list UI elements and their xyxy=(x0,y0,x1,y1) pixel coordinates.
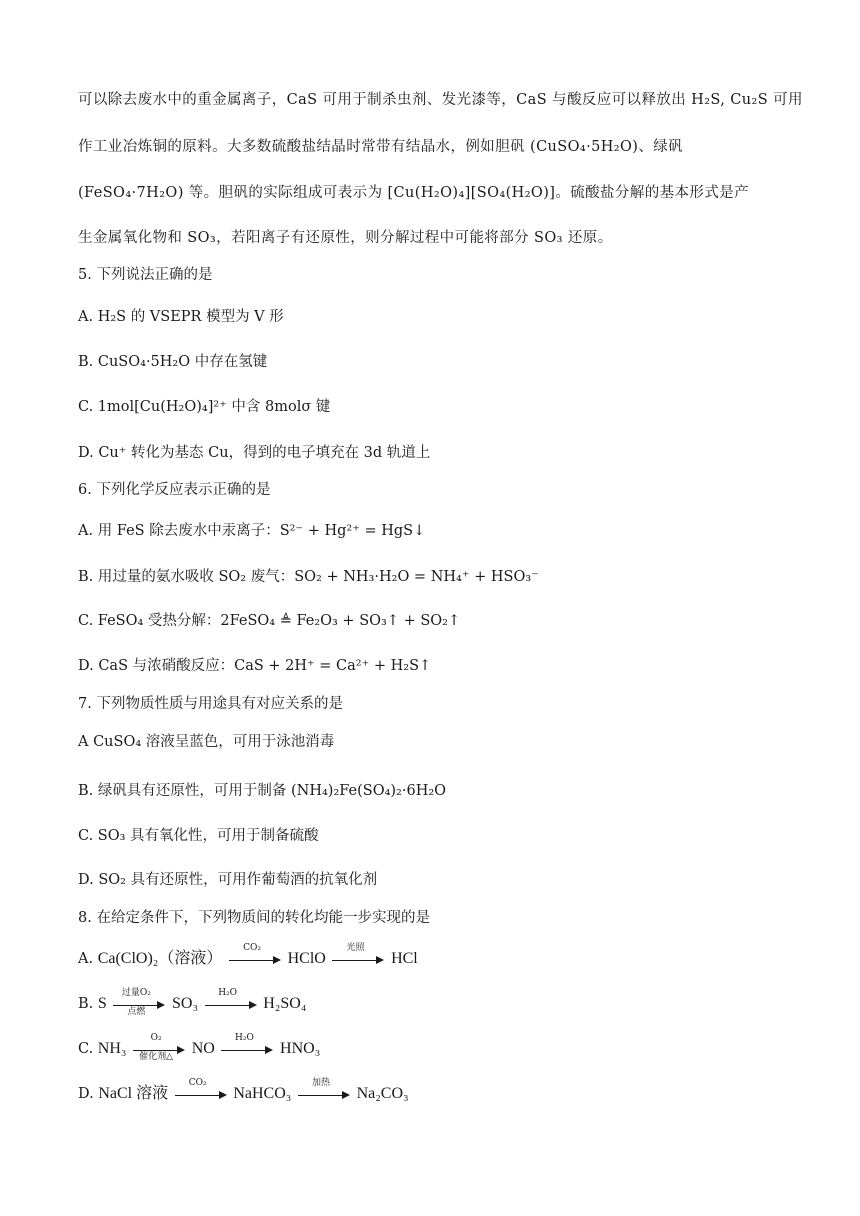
question-7-option-d: D. SO₂ 具有还原性，可用作葡萄酒的抗氧化剂 xyxy=(78,872,378,888)
reactant: NaCl 溶液 xyxy=(98,1085,169,1102)
reactant: Ca(ClO)₂（溶液） xyxy=(97,950,223,967)
question-6-option-d: D. CaS 与浓硝酸反应：CaS + 2H⁺ = Ca²⁺ + H₂S↑ xyxy=(78,658,432,674)
question-7-stem: 7. 下列物质性质与用途具有对应关系的是 xyxy=(78,696,343,712)
intro-line-1: 可以除去废水中的重金属离子，CaS 可用于制杀虫剂、发光漆等，CaS 与酸反应可以释放出 H₂S, Cu₂S 可用 xyxy=(78,92,803,108)
question-5-option-d: D. Cu⁺ 转化为基态 Cu，得到的电子填充在 3d 轨道上 xyxy=(78,445,431,461)
product: Na₂CO₃ xyxy=(356,1085,409,1102)
option-label: A. xyxy=(78,951,94,967)
arrow-condition-above: H₂O xyxy=(218,988,238,998)
arrow-condition-below: 点燃 xyxy=(127,1007,146,1017)
product: HCl xyxy=(391,950,418,967)
intro-line-2: 作工业冶炼铜的原料。大多数硫酸盐结晶时常带有结晶水，例如胆矾 (CuSO₄·5H₂O)、绿矾 xyxy=(78,139,684,155)
intro-line-3: (FeSO₄·7H₂O) 等。胆矾的实际组成可表示为 [Cu(H₂O)₄][SO₄(H₂O)]。硫酸盐分解的基本形式是产 xyxy=(78,185,750,201)
question-5-stem: 5. 下列说法正确的是 xyxy=(78,267,213,283)
reaction-arrow-1 xyxy=(229,943,281,966)
question-8-option-a xyxy=(78,943,788,971)
question-8-option-b xyxy=(78,988,788,1017)
arrow-condition-above: CO₂ xyxy=(243,943,261,953)
question-8-option-c xyxy=(78,1033,788,1062)
question-5-option-a: A. H₂S 的 VSEPR 模型为 V 形 xyxy=(78,309,284,325)
question-5-option-c: C. 1mol[Cu(H₂O)₄]²⁺ 中含 8molσ 键 xyxy=(78,399,331,415)
arrow-condition-below: 催化剂△ xyxy=(139,1052,174,1062)
arrow-condition-above: H₂O xyxy=(235,1033,254,1043)
reaction-arrow-2 xyxy=(221,1033,273,1056)
arrow-condition-above: 过量O₂ xyxy=(121,988,151,998)
question-8-stem: 8. 在给定条件下，下列物质间的转化均能一步实现的是 xyxy=(78,910,430,926)
question-6-stem: 6. 下列化学反应表示正确的是 xyxy=(78,482,271,498)
question-6-option-b: B. 用过量的氨水吸收 SO₂ 废气：SO₂ + NH₃·H₂O = NH₄⁺ + HSO₃⁻ xyxy=(78,569,539,585)
question-8-option-d xyxy=(78,1078,788,1106)
question-5-option-b: B. CuSO₄·5H₂O 中存在氢键 xyxy=(78,354,268,370)
reactant: NH₃ xyxy=(97,1040,127,1057)
intermediate: NaHCO₃ xyxy=(233,1085,292,1102)
arrow-condition-above: 加热 xyxy=(311,1078,330,1088)
reaction-arrow-2 xyxy=(332,943,384,966)
intermediate: SO₃ xyxy=(172,995,199,1012)
arrow-condition-above: O₂ xyxy=(150,1033,162,1043)
reaction-arrow-1 xyxy=(175,1078,227,1101)
reactant: S xyxy=(97,995,107,1012)
question-6-option-c: C. FeSO₄ 受热分解：2FeSO₄ ≜ Fe₂O₃ + SO₃↑ + SO₂↑ xyxy=(78,613,461,629)
question-7-option-b: B. 绿矾具有还原性，可用于制备 (NH₄)₂Fe(SO₄)₂·6H₂O xyxy=(78,783,447,799)
option-label: C. xyxy=(78,1041,94,1057)
intro-line-4: 生金属氧化物和 SO₃，若阳离子有还原性，则分解过程中可能将部分 SO₃ 还原。 xyxy=(78,230,613,246)
intermediate: NO xyxy=(191,1040,215,1057)
product: HNO₃ xyxy=(280,1040,321,1057)
question-6-option-a: A. 用 FeS 除去废水中汞离子：S²⁻ + Hg²⁺ = HgS↓ xyxy=(78,523,426,539)
option-label: B. xyxy=(78,996,94,1012)
question-7-option-a: A CuSO₄ 溶液呈蓝色，可用于泳池消毒 xyxy=(78,734,335,750)
reaction-arrow-1 xyxy=(113,988,165,1017)
arrow-condition-above: CO₂ xyxy=(188,1078,207,1088)
intermediate: HClO xyxy=(287,950,326,967)
reaction-arrow-2 xyxy=(205,988,257,1011)
product: H₂SO₄ xyxy=(263,995,307,1012)
reaction-arrow-2 xyxy=(298,1078,350,1101)
question-7-option-c: C. SO₃ 具有氧化性，可用于制备硫酸 xyxy=(78,828,319,844)
arrow-condition-above: 光照 xyxy=(346,943,365,953)
option-label: D. xyxy=(78,1086,94,1102)
reaction-arrow-1 xyxy=(133,1033,185,1062)
